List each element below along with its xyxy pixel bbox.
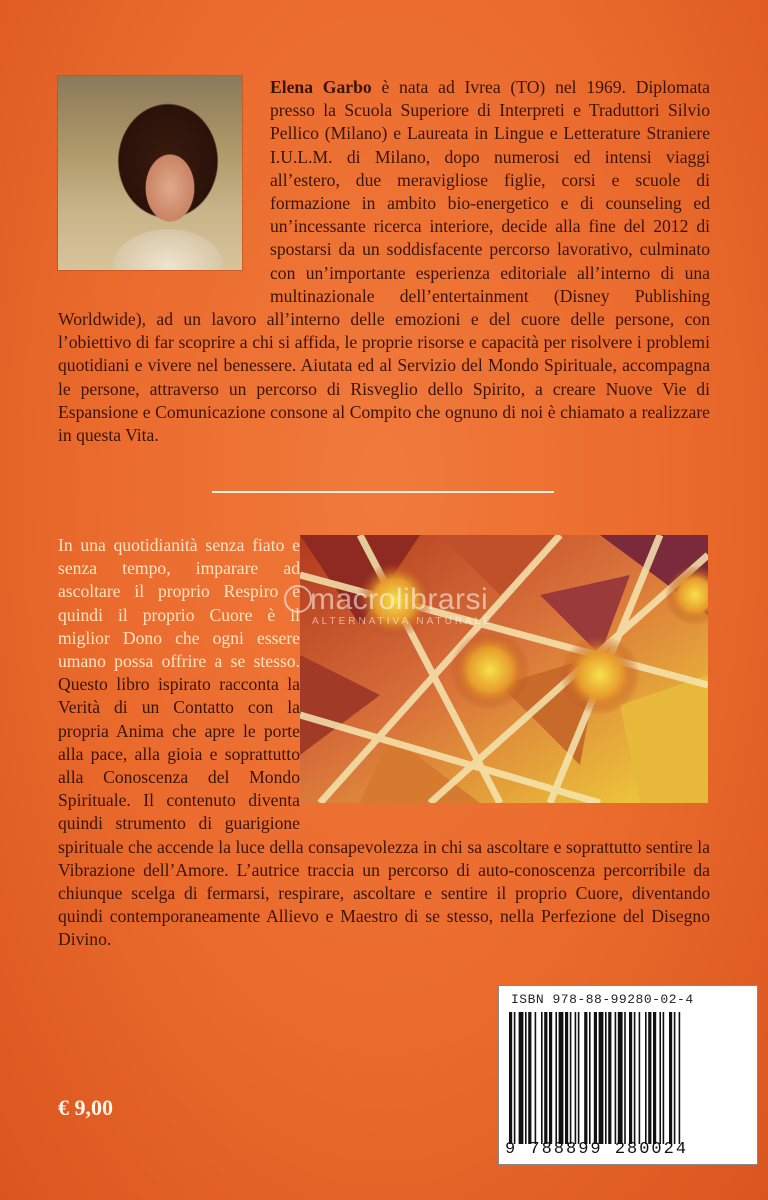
barcode-bar [509,1012,512,1144]
barcode-number: 9 788899 280024 [505,1140,689,1159]
barcode-bar [605,1012,607,1144]
description-body: Questo libro ispirato racconta la Verità di un Contatto con la propria Anima che apre le porte alla pace, alla gioia e soprattutto alla Conoscenza del Mondo Spirituale. Il contenuto diventa quindi strumento di guarigione spirituale che accende la luce della consapevolezza in chi sa ascoltare e soprattutto sentire la Vibrazione dell’Amore. L’autrice traccia un percorso di auto-conoscenza percorribile da chiunque scelga di fermarsi, respirare, ascoltare e sentire il proprio Cuore, diventando quindi contemporaneamente Allievo e Maestro di se stesso, nella Perfezione del Disegno Divino. [58,674,710,950]
barcode-bar [659,1012,661,1144]
barcode-bar [589,1012,591,1144]
barcode-bar [584,1012,587,1144]
barcode-bar [559,1012,564,1144]
barcode-bar [535,1012,537,1144]
barcode-bar [679,1012,681,1144]
barcode-bar [663,1012,665,1144]
barcode-bar [674,1012,676,1144]
barcode-bar [624,1012,626,1144]
barcode-bar [594,1012,597,1144]
isbn-barcode-box [498,985,758,1165]
barcode-bar [565,1012,568,1144]
barcode-bar [541,1012,543,1144]
barcode-bar [669,1012,672,1144]
barcode-bar [599,1012,604,1144]
barcode-bar [578,1012,580,1144]
barcode-bar [528,1012,531,1144]
description-lead: In una quotidianità senza fiato e senza tempo, imparare ad ascoltare il proprio Respiro e quindi il proprio Cuore è il miglior Dono che ogni essere umano possa offrire a se stesso. [58,535,300,672]
barcode-bar [645,1012,647,1144]
isbn-label: ISBN 978-88-99280-02-4 [511,992,694,1007]
barcode-bar [555,1012,557,1144]
barcode-bar [608,1012,611,1144]
author-bio-text: è nata ad Ivrea (TO) nel 1969. Diplomata presso la Scuola Superiore di Interpreti e Traduttori Silvio Pellico (Milano) e Laureata in Lingue e Letterature Straniere I.U.L.M. di Milano, dopo numerosi ed intensi viaggi all’estero, due meravigliose figlie, corsi e scuole di formazione in ambito bio-energetico e di counseling ed un’incessante ricerca interiore, decide alla fine del 2012 di spostarsi da un soddisfacente percorso lavorativo, culminato con un’importante esperienza editoriale all’interno di una multinazionale dell’entertainment (Disney Publishing Worldwide), ad un lavoro all’interno delle emozioni e del cuore delle persone, con l’obiettivo di far scoprire a chi si affida, le proprie risorse e capacità per risolvere i problemi quotidiani e vivere nel benessere. Aiutata ed al Servizio del Mondo Spirituale, accompagna le persone, attraverso un percorso di Risveglio dello Spirito, a creare Nuove Vie di Espansione e Comunicazione consone al Compito che ognuno di noi è chiamato a realizzare in questa Vita. [58,77,710,446]
barcode [509,1012,747,1144]
watermark-tagline: ALTERNATIVA NATURALE [312,616,493,627]
barcode-bar [653,1012,656,1144]
barcode-bar [519,1012,524,1144]
barcode-bar [634,1012,636,1144]
barcode-bar [525,1012,527,1144]
barcode-bar [514,1012,516,1144]
barcode-bar [544,1012,547,1144]
barcode-bar [618,1012,623,1144]
price: € 9,00 [58,1095,113,1120]
author-name: Elena Garbo [270,77,372,97]
barcode-bar [570,1012,572,1144]
section-divider [212,491,554,493]
author-bio [58,76,710,447]
barcode-bar [648,1012,651,1144]
watermark-brand: macrolibrarsi [310,583,489,616]
barcode-bar [629,1012,632,1144]
book-description [58,534,710,952]
barcode-bar [549,1012,552,1144]
barcode-bar [575,1012,577,1144]
barcode-bar [615,1012,617,1144]
barcode-bar [639,1012,641,1144]
